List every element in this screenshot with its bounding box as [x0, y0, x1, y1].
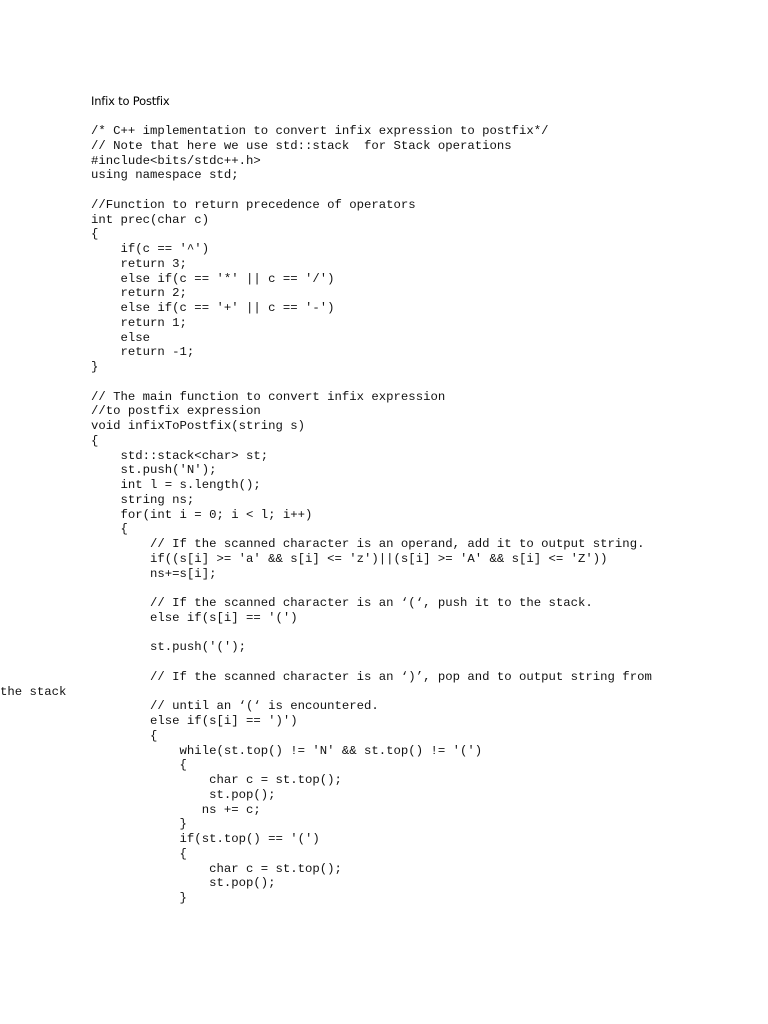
code-line: {: [91, 522, 128, 537]
code-line: // If the scanned character is an ‘(‘, push it to the stack.: [91, 596, 593, 610]
code-line: else: [91, 330, 151, 345]
code-line: using namespace std;: [91, 168, 239, 183]
code-line: st.push('(');: [91, 640, 246, 655]
code-line: char c = st.top();: [91, 861, 342, 876]
code-line: else if(s[i] == '('): [91, 610, 298, 625]
code-line: }: [91, 891, 187, 905]
code-line: return -1;: [91, 345, 195, 360]
code-line: int prec(char c): [91, 212, 210, 227]
code-line: [91, 375, 763, 390]
code-line: if(st.top() == '('): [91, 832, 320, 846]
code-line: // If the scanned character is an ‘)’, pop and to output string from: [91, 669, 652, 684]
code-line: std::stack<char> st;: [91, 448, 269, 463]
code-line: //Function to return precedence of operators: [91, 197, 416, 212]
code-line: st.push('N');: [91, 463, 217, 478]
code-line: {: [91, 758, 187, 773]
code-line: [91, 626, 763, 641]
code-line: ns += c;: [91, 802, 261, 817]
code-line: ns+=s[i];: [91, 566, 217, 581]
code-line: st.pop();: [91, 787, 276, 802]
code-line: return 3;: [91, 256, 187, 271]
code-line: st.pop();: [91, 876, 276, 891]
document-title: Infix to Postfix: [91, 94, 170, 108]
code-line: [91, 581, 763, 596]
code-line: {: [91, 846, 187, 861]
code-line: for(int i = 0; i < l; i++): [91, 507, 313, 522]
code-line: // The main function to convert infix expression: [91, 389, 446, 404]
code-line: the stack: [0, 684, 67, 699]
code-line: {: [91, 227, 99, 242]
code-line: if((s[i] >= 'a' && s[i] <= 'z')||(s[i] >= 'A' && s[i] <= 'Z')): [91, 551, 608, 566]
code-line: return 2;: [91, 286, 187, 301]
code-line: else if(c == '*' || c == '/'): [91, 271, 335, 286]
code-line: return 1;: [91, 315, 187, 330]
code-line: // Note that here we use std::stack for Stack operations: [91, 138, 512, 153]
code-line: void infixToPostfix(string s): [91, 419, 306, 433]
code-line: int l = s.length();: [91, 478, 261, 492]
code-line: }: [91, 817, 187, 832]
code-line: {: [91, 433, 99, 448]
code-line: string ns;: [91, 492, 195, 507]
code-line: /* C++ implementation to convert infix expression to postfix*/: [91, 124, 549, 138]
code-line: //to postfix expression: [91, 404, 261, 419]
code-line: }: [91, 360, 99, 374]
code-line: // until an ‘(‘ is encountered.: [91, 699, 379, 714]
code-block: [0, 124, 763, 906]
code-line: if(c == '^'): [91, 242, 210, 256]
code-line: {: [91, 728, 158, 743]
code-line: [91, 183, 763, 198]
code-line: else if(s[i] == ')'): [91, 714, 298, 728]
code-line: #include<bits/stdc++.h>: [91, 153, 261, 168]
code-line: // If the scanned character is an operand, add it to output string.: [91, 537, 645, 551]
code-line: [91, 655, 763, 670]
code-line: else if(c == '+' || c == '-'): [91, 301, 335, 315]
code-line: char c = st.top();: [91, 773, 342, 787]
code-line: while(st.top() != 'N' && st.top() != '('): [91, 743, 483, 758]
